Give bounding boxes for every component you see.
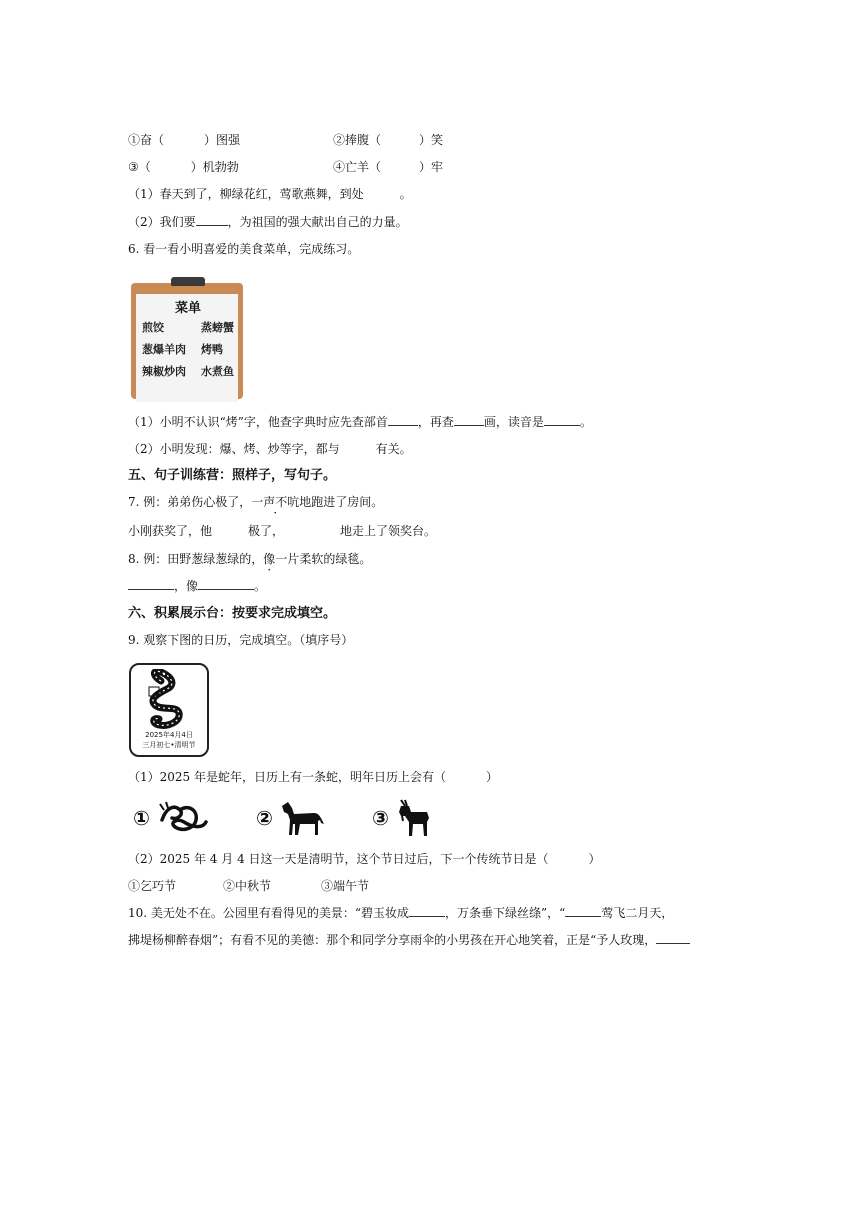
goat-icon bbox=[397, 798, 431, 838]
q6-sub-1: （1）小明不认识“烤”字，他查字典时应先查部首 ，再查 画，读音是 。 bbox=[128, 415, 592, 429]
q10-line-1: 10. 美无处不在。公园里有看得见的美景：“碧玉妆成 ，万条垂下绿丝绦”，“ 莺飞二月天， bbox=[128, 906, 674, 920]
blank[interactable] bbox=[656, 931, 690, 944]
q8-example: 8. 例：田野葱绿葱绿的，像一片柔软的绿毯。 bbox=[128, 552, 372, 566]
q10-line-2: 拂堤杨柳醉春烟”；有看不见的美德：那个和同学分享雨伞的小男孩在开心地笑着，正是“予人玫瑰， bbox=[128, 931, 690, 949]
q6-title: 6. 看一看小明喜爱的美食菜单，完成练习。 bbox=[128, 242, 360, 256]
blank[interactable] bbox=[388, 413, 418, 426]
q7-example: 7. 例：弟弟伤心极了，一声不吭地跑进了房间。 bbox=[128, 495, 384, 509]
q8-task: ，像 。 bbox=[128, 577, 266, 595]
option-number: ① bbox=[133, 806, 150, 830]
q5-sentence-1: （1）春天到了，柳绿花红，莺歌燕舞，到处 。 bbox=[128, 187, 412, 201]
blank[interactable] bbox=[544, 413, 580, 426]
q9-sub-1: （1）2025 年是蛇年，日历上有一条蛇，明年日历上会有（ ） bbox=[128, 770, 499, 784]
calendar-lunar-date: 三月初七•清明节 bbox=[142, 741, 196, 749]
q9-sub-2: （2）2025 年 4 月 4 日这一天是清明节，这个节日过后，下一个传统节日是（ ） bbox=[128, 852, 601, 866]
blank[interactable] bbox=[409, 904, 445, 917]
q5-item-3: ③（ ）机勃勃 bbox=[128, 160, 239, 174]
option-number: ② bbox=[256, 806, 273, 830]
menu-item: 蒸螃蟹 bbox=[201, 321, 234, 334]
option-number: ③ bbox=[372, 806, 389, 830]
horse-icon bbox=[280, 800, 326, 836]
clipboard-clip-icon bbox=[171, 277, 205, 286]
calendar-date: 2025年4月4日 bbox=[145, 731, 193, 739]
blank[interactable] bbox=[196, 213, 228, 226]
blank[interactable] bbox=[198, 577, 254, 590]
menu-item: 葱爆羊肉 bbox=[142, 343, 186, 356]
menu-item: 烤鸭 bbox=[201, 343, 223, 356]
blank[interactable] bbox=[565, 904, 601, 917]
blank[interactable] bbox=[454, 413, 484, 426]
q5-item-2: ②捧腹（ ）笑 bbox=[333, 133, 444, 147]
option-zhongqiu[interactable]: ②中秋节 bbox=[223, 879, 272, 893]
q5-item-1: ①奋（ ）图强 bbox=[128, 133, 241, 147]
menu-item: 水煮鱼 bbox=[201, 365, 234, 378]
q7-task: 小刚获奖了，他 极了， 地走上了领奖台。 bbox=[128, 524, 437, 538]
dotted-phrase: 一声不吭 bbox=[251, 495, 300, 509]
section-5-title: 五、句子训练营：照样子，写句子。 bbox=[128, 468, 337, 483]
menu-title: 菜单 bbox=[174, 301, 201, 316]
section-6-title: 六、积累展示台：按要求完成填空。 bbox=[128, 606, 337, 621]
option-qiqiao[interactable]: ①乞巧节 bbox=[128, 879, 177, 893]
q5-sentence-2: （2）我们要 ，为祖国的强大献出自己的力量。 bbox=[128, 215, 408, 229]
menu-item: 煎饺 bbox=[142, 321, 164, 334]
menu-clipboard-image bbox=[131, 277, 245, 401]
calendar-image bbox=[129, 663, 209, 757]
q6-sub-2: （2）小明发现：爆、烤、炒等字，都与 有关。 bbox=[128, 442, 412, 456]
blank[interactable] bbox=[128, 577, 174, 590]
q5-item-4: ④亡羊（ ）牢 bbox=[333, 160, 444, 174]
q9-title: 9. 观察下图的日历，完成填空。（填序号） bbox=[128, 633, 354, 647]
menu-item: 辣椒炒肉 bbox=[142, 365, 186, 378]
snake-icon bbox=[131, 669, 207, 735]
dragon-icon bbox=[158, 800, 208, 836]
option-duanwu[interactable]: ③端午节 bbox=[321, 879, 370, 893]
